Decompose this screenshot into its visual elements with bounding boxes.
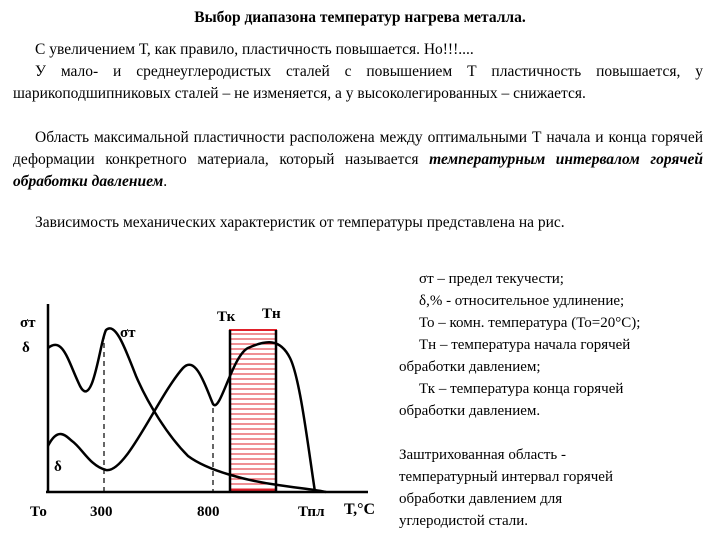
legend-tk <box>399 378 717 400</box>
tn-label: Тн <box>262 306 281 322</box>
curve-label-delta: δ <box>54 459 62 475</box>
legend-note-4-text: углеродистой стали. <box>399 513 529 529</box>
legend-elongation <box>399 290 717 312</box>
legend-elongation-text: δ,% - относительное удлинение; <box>419 293 625 309</box>
legend-note-3 <box>399 488 717 510</box>
legend-panel <box>399 268 717 532</box>
hatch-lines <box>230 334 276 489</box>
paragraph-steels <box>13 61 703 105</box>
x-tick-300: 300 <box>90 504 113 520</box>
paragraph-figure-ref-text: Зависимость механических характеристик от температуры представлена на рис. <box>35 214 565 231</box>
paragraph-plasticity-text: Область максимальной пластичности расположена между оптимальными Т начала и конца горячей деформации конкретного материала, который называется <box>13 129 703 168</box>
tk-label: Тк <box>217 309 236 325</box>
paragraph-plasticity <box>13 127 703 193</box>
paragraph-intro <box>13 39 703 61</box>
legend-tn-cont-text: обработки давлением; <box>399 359 541 375</box>
legend-note-3-text: обработки давлением для <box>399 491 563 507</box>
legend-tk-cont <box>399 400 717 422</box>
legend-tk-cont-text: обработки давлением. <box>399 403 541 419</box>
legend-note-2-text: температурный интервал горячей <box>399 469 613 485</box>
paragraph-intro-text: С увеличением Т, как правило, пластичность повышается. Но!!!.... <box>35 41 474 58</box>
paragraph-plasticity-term: температурным интервалом горячей обработки давлением <box>13 151 704 190</box>
legend-tk-text: Тк – температура конца горячей <box>419 381 624 397</box>
legend-note-2 <box>399 466 717 488</box>
paragraph-steels-text: У мало- и среднеуглеродистых сталей с повышением Т пластичность повышается, у шарикоподшипниковых сталей – не изменяется, а у высоколегированных – снижается. <box>13 63 703 102</box>
legend-room-temp-text: То – комн. температура (То=20°С); <box>419 315 641 331</box>
legend-note-1 <box>399 444 717 466</box>
x-tick-800: 800 <box>197 504 220 520</box>
temperature-diagram-svg <box>8 296 398 530</box>
legend-tn-cont <box>399 356 717 378</box>
x-tick-t0: То <box>30 504 47 520</box>
y-label-delta: δ <box>22 340 30 356</box>
temperature-diagram <box>8 296 398 530</box>
x-tick-tmelt: Тпл <box>298 504 325 520</box>
sigma-curve <box>48 328 326 492</box>
legend-room-temp <box>399 312 717 334</box>
hatched-interval <box>230 330 276 490</box>
legend-tn <box>399 334 717 356</box>
page-title: Выбор диапазона температур нагрева металла. <box>194 9 526 26</box>
legend-yield <box>399 268 717 290</box>
legend-yield-symbol: σт <box>419 271 434 287</box>
legend-tn-text: Тн – температура начала горячей <box>419 337 631 353</box>
paragraph-plasticity-end: . <box>163 173 168 190</box>
x-axis-label: Т,°С <box>344 501 376 518</box>
paragraph-figure-ref <box>13 212 703 234</box>
legend-note-4 <box>399 510 717 532</box>
legend-yield-text: – предел текучести; <box>433 271 564 287</box>
curve-label-sigma: σт <box>120 325 136 341</box>
y-label-sigma: σт <box>20 315 36 331</box>
legend-note-1-text: Заштрихованная область - <box>399 447 567 463</box>
